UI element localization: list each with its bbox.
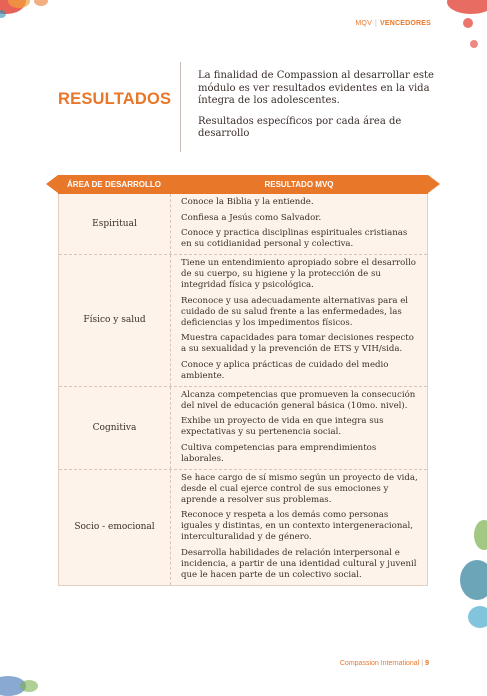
result-item: Cultiva competencias para emprendimientos laborales. [181,442,377,464]
results-cell [171,470,427,585]
intro-paragraph-1: La finalidad de Compassion al desarrollar este módulo es ver resultados evidentes en la vida íntegra de los adolescentes. [198,70,434,106]
results-table [58,175,428,586]
title-divider [180,62,181,152]
running-header [355,20,431,27]
result-item: Se hace cargo de sí mismo según un proyecto de vida, desde el cual ejerce control de sus emociones y aprende a resolver sus problemas. [181,472,418,505]
area-cell: Espiritual [59,194,171,254]
header-separator: | [374,20,377,27]
result-item: Tiene un entendimiento apropiado sobre el desarrollo de su cuerpo, su higiene y la protección de su integridad física y psicológica. [181,258,416,290]
result-item: Conoce la Biblia y la entiende. [181,197,314,207]
area-cell: Socio - emocional [59,470,171,585]
header-ribbon-right [428,175,440,193]
section-title: RESULTADOS [58,90,172,108]
intro-text [198,70,434,149]
result-item: Conoce y practica disciplinas espirituales cristianas en su cotidianidad personal y colectiva. [181,228,408,249]
footer-brand: Compassion International [339,660,420,667]
table-row [59,386,427,469]
result-item: Alcanza competencias que promueven la consecución del nivel de educación general básica (10mo. nivel). [181,389,416,411]
header-ribbon-left [46,175,58,193]
column-header-result: RESULTADO MVQ [264,180,334,189]
result-item: Conoce y aplica prácticas de cuidado del medio ambiente. [181,359,389,381]
results-cell [171,194,427,254]
results-cell [171,255,427,386]
result-item: Exhibe un proyecto de vida en que integra sus expectativas y su pertenencia social. [181,416,384,437]
header-right: VENCEDORES [379,20,431,27]
page-number: 9 [425,660,429,667]
table-body [58,194,428,586]
area-cell: Cognitiva [59,387,171,469]
table-row [59,194,427,254]
table-row [59,469,427,585]
table-header [58,175,428,194]
result-item: Desarrolla habilidades de relación interpersonal e incidencia, a partir de una identidad cultural y juvenil que le hacen parte de un colectivo social. [181,547,417,580]
results-cell [171,387,427,469]
intro-paragraph-2: Resultados específicos por cada área de desarrollo [198,115,402,139]
table-row [59,254,427,386]
result-item: Reconoce y respeta a los demás como personas iguales y distintas, en un contexto intergeneracional, interculturalidad y de género. [181,510,413,542]
result-item: Muestra capacidades para tomar decisiones respecto a su sexualidad y la prevención de ETS y VIH/sida. [181,333,414,354]
column-header-area: ÁREA DE DESARROLLO [67,180,161,189]
result-item: Reconoce y usa adecuadamente alternativas para el cuidado de su salud frente a las enfermedades, las deficiencias y los impedimentos físicos. [181,295,409,328]
footer-separator: | [421,660,424,667]
result-item: Confiesa a Jesús como Salvador. [181,212,322,223]
page-footer [340,660,429,667]
header-left: MQV [355,20,372,27]
area-cell: Físico y salud [59,255,171,386]
